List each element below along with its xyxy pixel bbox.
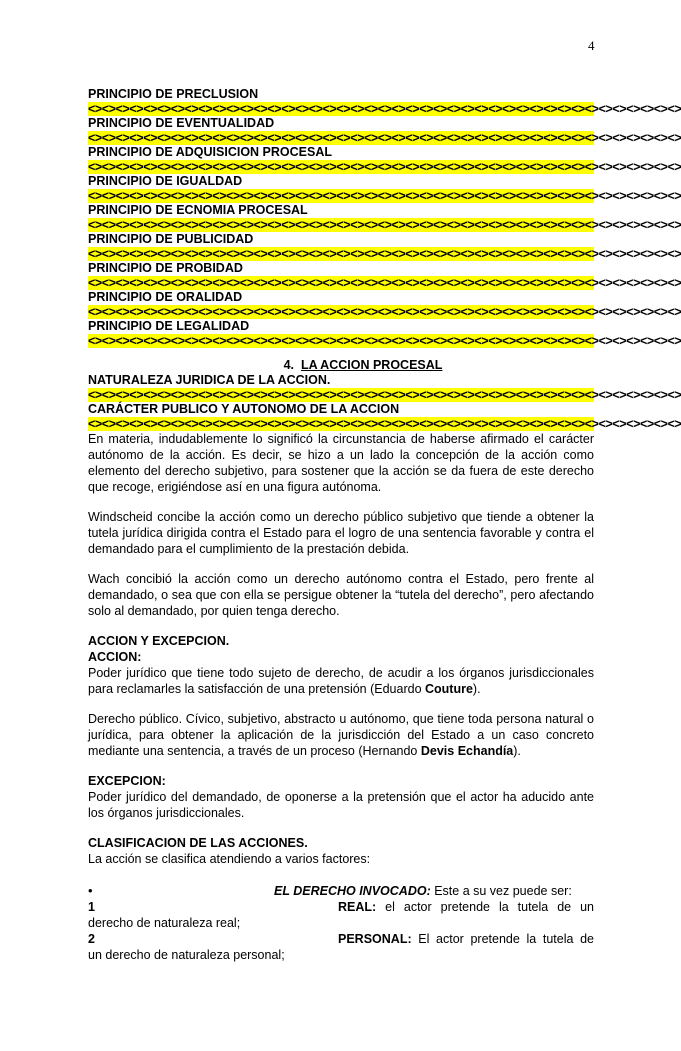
decorative-divider: <><><><><><><><><><><><><><><><><><><><><><><><><><><><><><><><><><><><><><><><><><><> [88, 388, 681, 402]
paragraph: Wach concibió la acción como un derecho autónomo contra el Estado, pero frente al demandado, o sea que con ella se persigue obtener la “tutela del derecho”, pero afectando solo al demandado, por quien tenga derecho. [88, 572, 594, 618]
decorative-divider: <><><><><><><><><><><><><><><><><><><><><><><><><><><><><><><><><><><><><><><><><><><> [88, 131, 681, 145]
principle-heading: PRINCIPIO DE EVENTUALIDAD [88, 116, 275, 130]
section-title [88, 358, 594, 373]
subheading: NATURALEZA JURIDICA DE LA ACCION. [88, 373, 331, 387]
list-item-text: El actor pretende la tutela de [411, 932, 594, 946]
list-item-text: el actor pretende la tutela de un [376, 900, 594, 914]
principle-heading: PRINCIPIO DE PRECLUSION [88, 87, 259, 101]
decorative-divider: <><><><><><><><><><><><><><><><><><><><><><><><><><><><><><><><><><><><><><><><><><><> [88, 218, 681, 232]
principle-heading: PRINCIPIO DE ECNOMIA PROCESAL [88, 203, 308, 217]
definition-text: Derecho público. Cívico, subjetivo, abstracto u autónomo, que tiene toda persona natural o jurídica, para obtener la aplicación de la jurisdicción del Estado a un caso concreto mediante una sentencia, a través de un proceso (Hernando [88, 712, 594, 758]
list-item [88, 931, 594, 947]
list-item-number: 2 [88, 932, 95, 946]
accion-definition-devis [88, 711, 594, 759]
principle-heading: PRINCIPIO DE IGUALDAD [88, 174, 243, 188]
bullet-text: Este a su vez puede ser: [430, 884, 572, 898]
accion-excepcion-heading: ACCION Y EXCEPCION. [88, 634, 230, 648]
paragraph: En materia, indudablemente lo significó la circunstancia de haberse afirmado el carácter autónomo de la acción. Es decir, se hizo a un lado la concepción de la acción como elemento del derecho subjetivo, para sostener que la acción se da fuera de este derecho que recoge, erigiéndose así en una figura autónoma. [88, 432, 594, 494]
definition-end: ). [513, 744, 521, 758]
excepcion-label: EXCEPCION: [88, 774, 166, 788]
decorative-divider: <><><><><><><><><><><><><><><><><><><><><><><><><><><><><><><><><><><><><><><><><><><> [88, 334, 681, 348]
decorative-divider: <><><><><><><><><><><><><><><><><><><><><><><><><><><><><><><><><><><><><><><><><><><> [88, 276, 681, 290]
accion-definition-couture [88, 665, 594, 697]
author-name: Devis Echandía [420, 744, 514, 758]
principle-heading: PRINCIPIO DE PROBIDAD [88, 261, 243, 275]
decorative-divider: <><><><><><><><><><><><><><><><><><><><><><><><><><><><><><><><><><><><><><><><><><><> [88, 160, 681, 174]
definition-end: ). [472, 682, 481, 696]
clasificacion-intro: La acción se clasifica atendiendo a varios factores: [88, 852, 371, 866]
list-item-label: PERSONAL: [338, 932, 412, 946]
decorative-divider: <><><><><><><><><><><><><><><><><><><><><><><><><><><><><><><><><><><><><><><><><><><> [88, 247, 681, 261]
bullet-item [88, 883, 594, 899]
clasificacion-heading: CLASIFICACION DE LAS ACCIONES. [88, 836, 308, 850]
principle-heading: PRINCIPIO DE ORALIDAD [88, 290, 243, 304]
decorative-divider: <><><><><><><><><><><><><><><><><><><><><><><><><><><><><><><><><><><><><><><><><><><> [88, 417, 681, 431]
principle-heading: PRINCIPIO DE ADQUISICION PROCESAL [88, 145, 333, 159]
page-content [88, 87, 681, 963]
subheading: CARÁCTER PUBLICO Y AUTONOMO DE LA ACCION [88, 402, 400, 416]
paragraph: Windscheid concibe la acción como un derecho público subjetivo que tiende a obtener la tutela jurídica dirigida contra el Estado para el logro de una sentencia favorable y contra el demandado para el cumplimiento de la prestación debida. [88, 510, 594, 556]
page-number: 4 [588, 38, 595, 53]
section-number: 4. [283, 358, 295, 372]
principle-heading: PRINCIPIO DE LEGALIDAD [88, 319, 250, 333]
author-name: Couture [425, 682, 473, 696]
excepcion-definition: Poder jurídico del demandado, de oponerse a la pretensión que el actor ha aducido ante los órganos jurisdiccionales. [88, 790, 594, 820]
section-title-text: LA ACCION PROCESAL [300, 358, 443, 372]
definition-text: Poder jurídico que tiene todo sujeto de derecho, de acudir a los órganos jurisdiccionales para reclamarles la satisfacción de una pretensión (Eduardo [88, 666, 594, 696]
list-item-continuation: un derecho de naturaleza personal; [88, 948, 285, 962]
principle-heading: PRINCIPIO DE PUBLICIDAD [88, 232, 254, 246]
list-item-number: 1 [88, 900, 95, 914]
list-item-continuation: derecho de naturaleza real; [88, 916, 241, 930]
accion-label: ACCION: [88, 650, 142, 664]
bullet-icon: • [88, 883, 93, 898]
list-item [88, 899, 594, 915]
principles-list [88, 87, 681, 348]
list-item-label: REAL: [338, 900, 377, 914]
decorative-divider: <><><><><><><><><><><><><><><><><><><><><><><><><><><><><><><><><><><><><><><><><><><> [88, 189, 681, 203]
decorative-divider: <><><><><><><><><><><><><><><><><><><><><><><><><><><><><><><><><><><><><><><><><><><> [88, 305, 681, 319]
bullet-label: EL DERECHO INVOCADO: [274, 884, 431, 898]
decorative-divider: <><><><><><><><><><><><><><><><><><><><><><><><><><><><><><><><><><><><><><><><><><><> [88, 102, 681, 116]
